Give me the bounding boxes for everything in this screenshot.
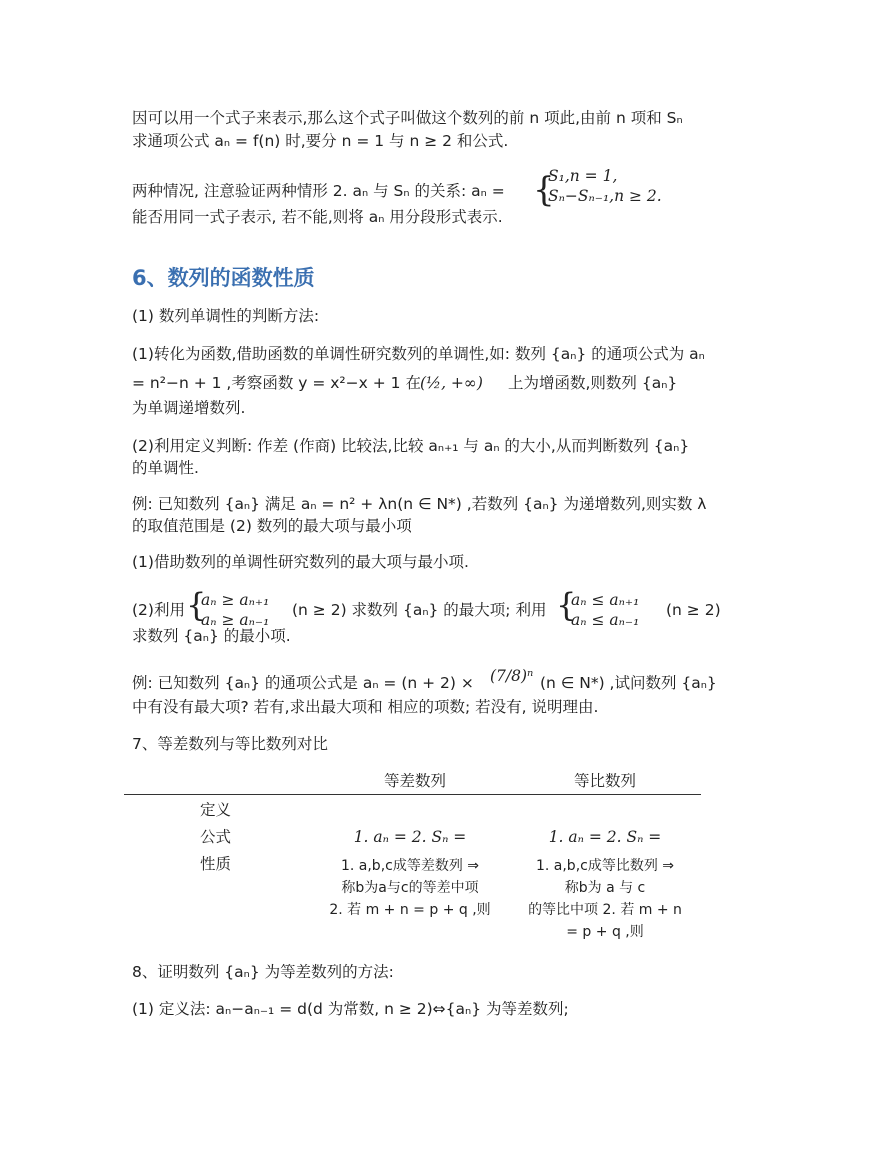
line-2: 求通项公式 aₙ = f(n) 时,要分 n = 1 与 n ≥ 2 和公式.: [132, 132, 509, 150]
table-header-geometric: 等比数列: [573, 772, 636, 790]
section-8-definition: (1) 定义法: aₙ−aₙ₋₁ = d(d 为常数, n ≥ 2)⇔{aₙ} 为等差数列;: [132, 1000, 569, 1018]
interval-half-infinity: (½, +∞): [420, 374, 483, 392]
para-definition-method-1: (2)利用定义判断: 作差 (作商) 比较法,比较 aₙ₊₁ 与 aₙ 的大小,从而判断数列 {aₙ}: [132, 437, 690, 455]
system-2-top: aₙ ≤ aₙ₊₁: [571, 591, 640, 609]
system-1-top: aₙ ≥ aₙ₊₁: [201, 591, 270, 609]
para-max-min-2-lead: (2)利用: [132, 601, 185, 619]
line-3: 两种情况, 注意验证两种情形 2. aₙ 与 Sₙ 的关系: aₙ =: [132, 182, 505, 200]
formula-arithmetic: 1. aₙ = 2. Sₙ =: [353, 828, 467, 846]
table-header-arithmetic: 等差数列: [383, 772, 446, 790]
property-arithmetic-3: 2. 若 m + n = p + q ,则: [329, 902, 491, 918]
row-label-definition: 定义: [200, 801, 232, 819]
para-definition-method-2: 的单调性.: [132, 459, 199, 477]
property-geometric-3: 的等比中项 2. 若 m + n: [528, 902, 682, 918]
row-label-formula: 公式: [200, 828, 232, 846]
para-max-min-2-tail: (n ≥ 2): [666, 601, 721, 619]
para-max-min-1: (1)借助数列的单调性研究数列的最大项与最小项.: [132, 553, 469, 571]
property-geometric-2: 称b为 a 与 c: [564, 880, 646, 896]
piecewise-bottom: Sₙ−Sₙ₋₁,n ≥ 2.: [548, 187, 662, 205]
property-arithmetic-2: 称b为a与c的等差中项: [341, 880, 479, 896]
property-geometric-4: = p + q ,则: [566, 924, 644, 940]
para-function-method-1: (1)转化为函数,借助函数的单调性研究数列的单调性,如: 数列 {aₙ} 的通项公式为 aₙ: [132, 345, 705, 363]
para-max-min-2-mid: (n ≥ 2) 求数列 {aₙ} 的最大项; 利用: [292, 601, 547, 619]
property-geometric-1: 1. a,b,c成等比数列 ⇒: [535, 858, 675, 874]
section-8-title: 8、证明数列 {aₙ} 为等差数列的方法:: [132, 963, 394, 981]
example-2-line-2: 中有没有最大项? 若有,求出最大项和 相应的项数; 若没有, 说明理由.: [132, 698, 599, 716]
row-label-property: 性质: [200, 855, 232, 873]
system-1-bottom: aₙ ≥ aₙ₋₁: [201, 611, 270, 629]
para-function-method-2b: 上为增函数,则数列 {aₙ}: [508, 374, 678, 392]
system-2-bottom: aₙ ≤ aₙ₋₁: [571, 611, 640, 629]
example-2-line-1a: 例: 已知数列 {aₙ} 的通项公式是 aₙ = (n + 2) ×: [132, 674, 474, 692]
piecewise-top: S₁,n = 1,: [548, 167, 618, 185]
para-function-method-2a: = n²−n + 1 ,考察函数 y = x²−x + 1 在: [132, 374, 421, 392]
section-title-6: 6、数列的函数性质: [132, 266, 315, 290]
property-arithmetic-1: 1. a,b,c成等差数列 ⇒: [340, 858, 480, 874]
formula-geometric: 1. aₙ = 2. Sₙ =: [548, 828, 662, 846]
section-7-title: 7、等差数列与等比数列对比: [132, 735, 328, 753]
piecewise-brace: {: [533, 170, 555, 210]
para-monotonic-method: (1) 数列单调性的判断方法:: [132, 307, 320, 325]
para-max-min-2-next: 求数列 {aₙ} 的最小项.: [132, 627, 291, 645]
example-1-line-2: 的取值范围是 (2) 数列的最大项与最小项: [132, 517, 412, 535]
example-2-line-1b: (n ∈ N*) ,试问数列 {aₙ}: [540, 674, 717, 692]
example-1-line-1: 例: 已知数列 {aₙ} 满足 aₙ = n² + λn(n ∈ N*) ,若数列 {aₙ} 为递增数列,则实数 λ: [132, 495, 707, 513]
system-brace-2: {: [556, 586, 577, 624]
table-header-rule: [124, 794, 701, 795]
system-brace-1: {: [186, 586, 207, 624]
line-4: 能否用同一式子表示, 若不能,则将 aₙ 用分段形式表示.: [132, 208, 503, 226]
para-function-method-3: 为单调递增数列.: [132, 399, 246, 417]
line-1: 因可以用一个式子来表示,那么这个式子叫做这个数列的前 n 项此,由前 n 项和 Sₙ: [132, 109, 683, 127]
fraction-seven-eighths: (7/8)ⁿ: [490, 667, 534, 685]
